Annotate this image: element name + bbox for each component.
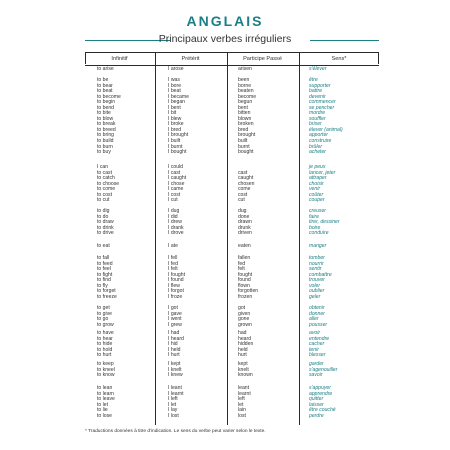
verb-past-participle: done [238,213,250,220]
verb-preterite: I gave [168,310,182,317]
verb-preterite: I built [168,138,181,145]
verb-preterite: I caught [168,175,187,182]
verb-group [85,331,379,359]
verb-past-participle: given [238,310,251,317]
verb-preterite: I did [168,213,178,220]
verb-meaning: devenir [309,93,326,100]
verb-past-participle: cut [238,197,245,204]
verb-meaning: garder [309,361,324,367]
verb-past-participle: eaten [238,243,251,249]
verb-infinitive: to bend [97,104,114,111]
verb-meaning: attraper [309,175,327,182]
verb-infinitive: to burn [97,143,113,150]
verb-preterite: I felt [168,266,178,273]
verb-meaning: acheter [309,149,326,156]
verb-group [85,256,379,300]
verb-meaning: boire [309,224,321,231]
verb-preterite: I cost [168,191,181,198]
verb-infinitive: to build [97,138,114,145]
verb-infinitive: to cost [97,191,113,198]
verb-infinitive: to arise [97,66,114,72]
verb-group [85,78,379,156]
verb-meaning: nourrir [309,260,324,267]
verb-group [85,209,379,237]
verb-past-participle: driven [238,230,252,237]
verb-preterite: I was [168,77,180,83]
verb-past-participle: lain [238,407,246,414]
verb-preterite: I arose [168,66,184,72]
verb-preterite: I learnt [168,390,184,397]
verb-preterite: I leant [168,385,182,391]
verb-infinitive: to let [97,401,109,408]
verb-infinitive: to find [97,277,111,284]
verb-preterite: I forgot [168,288,184,295]
verb-past-participle: bought [238,149,254,156]
column-divider [378,52,379,64]
verb-preterite: I broke [168,121,184,128]
verb-preterite: I let [168,401,177,408]
verb-past-participle: bitten [238,110,251,117]
verb-infinitive: to lose [97,412,113,419]
verb-meaning: s'agenouiller [309,366,338,373]
table-row [85,231,379,237]
verb-meaning: avoir [309,330,321,336]
verb-infinitive: to fall [97,255,110,261]
verb-infinitive: to blow [97,115,114,122]
verb-meaning: oublier [309,288,325,295]
verb-meaning: être couché [309,407,336,414]
verb-group [85,306,379,328]
header-preterit: Prétérit [181,56,200,62]
verb-past-participle: begun [238,99,253,106]
verb-infinitive: to fight [97,271,113,278]
verb-past-participle: let [238,401,244,408]
verb-group [85,386,379,419]
verb-preterite: I knew [168,372,183,379]
verb-preterite: I had [168,330,180,336]
verb-infinitive: to begin [97,99,116,106]
verb-infinitive: to bite [97,110,111,117]
verb-past-participle: heard [238,335,252,342]
verb-past-participle: known [238,372,253,379]
verb-infinitive: to breed [97,126,116,133]
verb-meaning: trouver [309,277,325,284]
verb-infinitive: to become [97,93,121,100]
verb-past-participle: learnt [238,390,251,397]
footnote: * Traductions données à titre d'indication. Le sens du verbe peut varier selon le texte. [85,429,266,434]
verb-infinitive: to choose [97,180,120,187]
verb-meaning: mordre [309,110,326,117]
verb-preterite: I bent [168,104,181,111]
verb-past-participle: had [238,330,247,336]
table-row [85,323,379,329]
verb-meaning: coûter [309,191,324,198]
verb-past-participle: left [238,396,245,403]
page-title: ANGLAIS [186,13,264,29]
verb-preterite: I could [168,164,184,170]
table-row [85,353,379,359]
verb-past-participle: beaten [238,88,254,95]
verb-preterite: I got [168,305,178,311]
verb-meaning: apprendre [309,390,333,397]
verb-infinitive: to come [97,186,116,193]
verb-infinitive: to get [97,305,110,311]
verb-past-participle: been [238,77,250,83]
verb-past-participle: caught [238,175,254,182]
verb-preterite: I blew [168,115,182,122]
verb-infinitive: to eat [97,243,110,249]
verb-meaning: blesser [309,352,326,359]
header-sens: Sens* [331,56,347,62]
verb-infinitive: to forget [97,288,116,295]
verb-past-participle: burnt [238,143,250,150]
verb-past-participle: become [238,93,257,100]
verb-past-participle: leant [238,385,250,391]
verb-infinitive: to feel [97,266,111,273]
verb-meaning: élever (animal) [309,126,343,133]
verb-infinitive: to do [97,213,109,220]
verb-past-participle: frozen [238,293,253,300]
verb-meaning: battre [309,88,323,95]
verb-meaning: tenir [309,346,319,353]
verb-past-participle: knelt [238,366,249,373]
table-row [85,67,379,73]
verb-infinitive: to bear [97,82,113,89]
verb-past-participle: fed [238,260,246,267]
verb-preterite: I went [168,316,182,323]
verb-meaning: apporter [309,132,328,139]
verb-group [85,362,379,379]
verb-meaning: brûler [309,143,323,150]
verb-preterite: I lost [168,412,179,419]
verb-preterite: I came [168,186,184,193]
verb-meaning: supporter [309,82,331,89]
verb-infinitive: to leave [97,396,115,403]
verb-past-participle: brought [238,132,256,139]
table-row [85,373,379,379]
verb-meaning: construire [309,138,332,145]
verb-past-participle: bred [238,126,249,133]
verb-past-participle: broken [238,121,254,128]
verb-infinitive: to hurt [97,352,112,359]
verb-preterite: I left [168,396,178,403]
verb-meaning: être [309,77,318,83]
verb-meaning: manger [309,243,327,249]
verb-infinitive: to lie [97,407,108,414]
verb-infinitive: to beat [97,88,113,95]
verb-meaning: savoir [309,372,323,379]
verb-preterite: I held [168,346,181,353]
verb-preterite: I ate [168,243,178,249]
verb-meaning: souffler [309,115,326,122]
verb-meaning: cacher [309,341,325,348]
verb-preterite: I heard [168,335,184,342]
verb-past-participle: fallen [238,255,251,261]
verb-infinitive: to break [97,121,116,128]
verb-meaning: tomber [309,255,325,261]
verb-past-participle: flown [238,282,250,289]
verb-meaning: briser [309,121,322,128]
table-row [85,150,379,156]
verb-past-participle: fought [238,271,253,278]
verb-meaning: couper [309,197,325,204]
verb-preterite: I chose [168,180,185,187]
verb-infinitive: to cast [97,169,113,176]
verb-infinitive: to go [97,316,109,323]
verb-group [85,244,379,250]
verb-meaning: venir [309,186,321,193]
verb-meaning: faire [309,213,319,220]
verb-preterite: I bought [168,149,187,156]
verb-past-participle: chosen [238,180,255,187]
verb-meaning: conduire [309,230,329,237]
verb-infinitive: to hold [97,346,113,353]
verb-meaning: s'appuyer [309,385,331,391]
verb-infinitive: to drink [97,224,114,231]
header-infinitif: Infinitif [111,56,128,62]
verb-preterite: I found [168,277,184,284]
table-row [85,244,379,250]
verb-preterite: I froze [168,293,183,300]
verb-preterite: I brought [168,132,189,139]
verb-preterite: I hurt [168,352,180,359]
table-header [85,52,379,66]
verb-preterite: I lay [168,407,178,414]
verb-infinitive: to grow [97,321,114,328]
verb-preterite: I fell [168,255,178,261]
verb-past-participle: gone [238,316,250,323]
verb-past-participle: kept [238,361,248,367]
verb-infinitive: to know [97,372,115,379]
verb-preterite: I hid [168,341,178,348]
verb-infinitive: to hide [97,341,113,348]
verb-past-participle: come [238,186,251,193]
verb-meaning: obtenir [309,305,325,311]
verb-past-participle: arisen [238,66,252,72]
verb-infinitive: to dig [97,208,110,214]
verb-preterite: I drew [168,219,182,226]
verb-preterite: I grew [168,321,182,328]
verb-past-participle: borne [238,82,252,89]
verb-past-participle: hurt [238,352,247,359]
verb-meaning: sentir [309,266,322,273]
verb-infinitive: to keep [97,361,114,367]
verb-group [85,67,379,73]
verb-infinitive: to lean [97,385,113,391]
verb-infinitive: to freeze [97,293,117,300]
verb-meaning: commencer [309,99,336,106]
verb-past-participle: built [238,138,248,145]
verb-past-participle: grown [238,321,252,328]
verb-preterite: I drank [168,224,184,231]
verb-meaning: s'élever [309,66,327,72]
verb-meaning: voler [309,282,321,289]
verb-infinitive: to drive [97,230,114,237]
verb-past-participle: hidden [238,341,254,348]
verb-meaning: laisser [309,401,324,408]
verb-infinitive: I can [97,164,109,170]
verb-preterite: I flew [168,282,180,289]
verb-meaning: pousser [309,321,328,328]
verb-past-participle: drunk [238,224,251,231]
verb-preterite: I beat [168,88,181,95]
verb-past-participle: cost [238,191,248,198]
verb-preterite: I drove [168,230,184,237]
verb-past-participle: felt [238,266,245,273]
verb-meaning: perdre [309,412,324,419]
verb-preterite: I began [168,99,185,106]
verb-meaning: donner [309,310,325,317]
verb-meaning: creuser [309,208,326,214]
verb-past-participle: bent [238,104,248,111]
verb-infinitive: to learn [97,390,114,397]
verb-infinitive: to bring [97,132,114,139]
verb-preterite: I bit [168,110,177,117]
verb-infinitive: to have [97,330,114,336]
verb-preterite: I cast [168,169,181,176]
verb-meaning: lancer, jeter [309,169,336,176]
verb-past-participle: lost [238,412,246,419]
verb-infinitive: to feed [97,260,113,267]
table-row [85,295,379,301]
verb-preterite: I cut [168,197,178,204]
verb-past-participle: forgotten [238,288,259,295]
verb-past-participle: drawn [238,219,252,226]
verb-infinitive: to buy [97,149,111,156]
verb-preterite: I dug [168,208,180,214]
verb-infinitive: to draw [97,219,114,226]
verb-meaning: geler [309,293,321,300]
verb-past-participle: blown [238,115,252,122]
verb-preterite: I kept [168,361,181,367]
page-subtitle: Principaux verbes irréguliers [158,33,292,45]
verb-meaning: aller [309,316,319,323]
verb-infinitive: to cut [97,197,110,204]
verb-past-participle: held [238,346,248,353]
verb-past-participle: dug [238,208,247,214]
verb-preterite: I bore [168,82,182,89]
verb-preterite: I fought [168,271,185,278]
verb-meaning: se pencher [309,104,335,111]
verb-meaning: choisir [309,180,324,187]
verb-preterite: I became [168,93,189,100]
verb-preterite: I bred [168,126,182,133]
verb-past-participle: found [238,277,251,284]
verb-preterite: I fed [168,260,178,267]
header-participe: Participe Passé [243,56,282,62]
verb-infinitive: to be [97,77,109,83]
verb-group [85,165,379,204]
verb-infinitive: to hear [97,335,113,342]
verb-meaning: quitter [309,396,324,403]
verb-meaning: tirer, dessiner [309,219,340,226]
verb-preterite: I knelt [168,366,182,373]
verb-infinitive: to kneel [97,366,115,373]
column-divider [85,52,86,64]
verb-past-participle: got [238,305,246,311]
verb-past-participle: cast [238,169,248,176]
table-row [85,198,379,204]
verb-infinitive: to catch [97,175,115,182]
table-row [85,414,379,420]
verb-preterite: I burnt [168,143,183,150]
verb-meaning: combattre [309,271,332,278]
verb-meaning: je peux [309,164,326,170]
verb-infinitive: to fly [97,282,108,289]
verb-infinitive: to give [97,310,113,317]
verb-meaning: entendre [309,335,330,342]
